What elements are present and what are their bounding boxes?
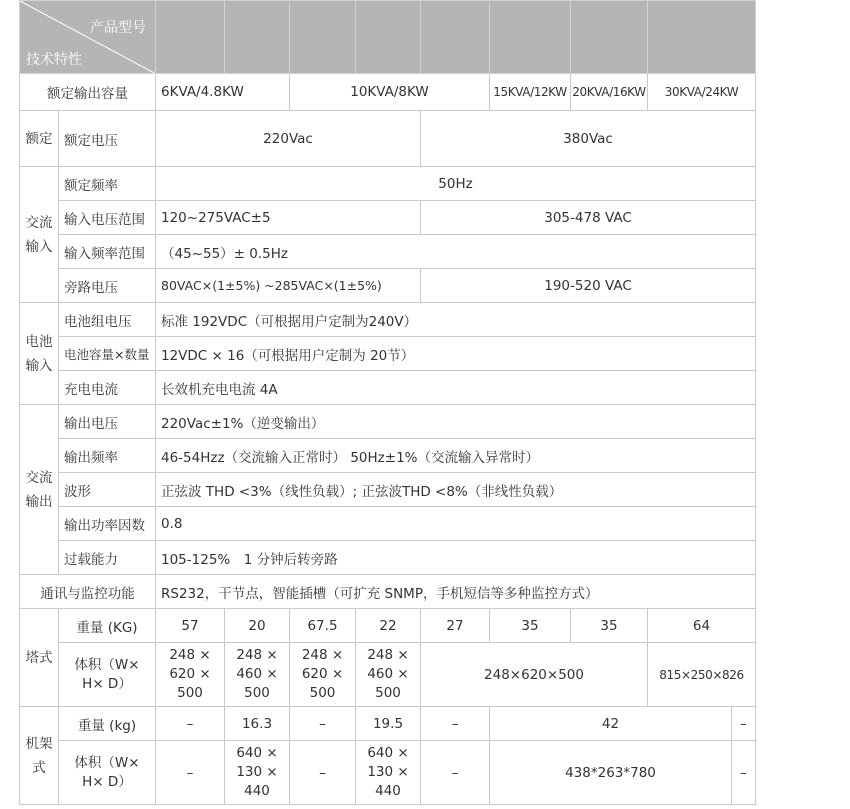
rack-weight-cell: 19.5: [356, 707, 421, 741]
rated-voltage-label: 额定电压: [59, 111, 156, 167]
rated-group-label: 额定: [20, 111, 59, 167]
communication-label: 通讯与监控功能: [20, 575, 156, 609]
rack-volume-cell: –: [156, 741, 225, 805]
input-freq-range-value: （45~55）± 0.5Hz: [156, 235, 756, 269]
header-cell: [648, 1, 756, 74]
tower-weight-label: 重量 (KG): [59, 609, 156, 643]
rack-weight-cell: –: [156, 707, 225, 741]
charge-current-value: 长效机充电电流 4A: [156, 371, 756, 405]
tower-volume-cell: 248 × 620 × 500: [156, 643, 225, 707]
rated-voltage-220: 220Vac: [156, 111, 421, 167]
capacity-30kva: 30KVA/24KW: [648, 74, 756, 111]
tower-weight-cell: 64: [648, 609, 756, 643]
spec-table: [19, 0, 756, 805]
header-cell: [156, 1, 225, 74]
tower-weight-cell: 20: [225, 609, 290, 643]
tower-weight-row: [20, 609, 756, 643]
tower-volume-cell: 815×250×826: [648, 643, 756, 707]
charge-current-label: 充电电流: [59, 371, 156, 405]
bypass-voltage-row: [20, 269, 756, 303]
header-cell: [290, 1, 356, 74]
battery-pack-voltage-label: 电池组电压: [59, 303, 156, 337]
header-cell: [490, 1, 571, 74]
communication-value: RS232，干节点，智能插槽（可扩充 SNMP，手机短信等多种监控方式）: [156, 575, 756, 609]
rack-weight-cell: –: [732, 707, 756, 741]
capacity-6kva: 6KVA/4.8KW: [156, 74, 290, 111]
battery-capacity-label: 电池容量×数量: [59, 337, 156, 371]
header-cell: [225, 1, 290, 74]
input-voltage-range-label: 输入电压范围: [59, 201, 156, 235]
capacity-10kva: 10KVA/8KW: [290, 74, 490, 111]
rack-group-label: 机架式: [20, 707, 59, 805]
power-factor-value: 0.8: [156, 507, 756, 541]
output-frequency-label: 输出频率: [59, 439, 156, 473]
overload-row: [20, 541, 756, 575]
rated-capacity-row: [20, 74, 756, 111]
rack-weight-cell: –: [421, 707, 490, 741]
header-cell: [421, 1, 490, 74]
ac-input-group-label: 交流输入: [20, 167, 59, 303]
power-factor-row: [20, 507, 756, 541]
rated-frequency-value: 50Hz: [156, 167, 756, 201]
input-freq-range-row: [20, 235, 756, 269]
tower-volume-cell: 248 × 460 × 500: [225, 643, 290, 707]
battery-capacity-value: 12VDC × 16（可根据用户定制为 20节）: [156, 337, 756, 371]
rack-weight-cell: 42: [490, 707, 732, 741]
tower-volume-cell: 248 × 620 × 500: [290, 643, 356, 707]
feature-label: 技术特性: [26, 52, 82, 68]
rated-capacity-label: 额定输出容量: [20, 74, 156, 111]
power-factor-label: 输出功率因数: [59, 507, 156, 541]
output-voltage-label: 输出电压: [59, 405, 156, 439]
tower-weight-cell: 35: [490, 609, 571, 643]
bypass-voltage-1ph: 80VAC×(1±5%) ~285VAC×(1±5%): [156, 269, 421, 303]
ac-input-frequency-row: [20, 167, 756, 201]
tower-volume-label: 体积（W× H× D）: [59, 643, 156, 707]
rack-volume-row: [20, 741, 756, 805]
battery-pack-voltage-value: 标准 192VDC（可根据用户定制为240V）: [156, 303, 756, 337]
input-voltage-range-1ph: 120~275VAC±5: [156, 201, 421, 235]
bypass-voltage-label: 旁路电压: [59, 269, 156, 303]
communication-row: [20, 575, 756, 609]
header-cell: [356, 1, 421, 74]
overload-value: 105-125% 1 分钟后转旁路: [156, 541, 756, 575]
rack-volume-cell: –: [732, 741, 756, 805]
waveform-value: 正弦波 THD <3%（线性负载）; 正弦波THD <8%（非线性负载）: [156, 473, 756, 507]
tower-group-label: 塔式: [20, 609, 59, 707]
rack-volume-cell: –: [421, 741, 490, 805]
tower-weight-cell: 57: [156, 609, 225, 643]
waveform-label: 波形: [59, 473, 156, 507]
rack-weight-label: 重量 (kg): [59, 707, 156, 741]
rack-volume-cell: 640 × 130 × 440: [225, 741, 290, 805]
header-corner: [20, 1, 156, 74]
tower-volume-cell: 248×620×500: [421, 643, 648, 707]
waveform-row: [20, 473, 756, 507]
rack-weight-cell: –: [290, 707, 356, 741]
rack-volume-cell: 640 × 130 × 440: [356, 741, 421, 805]
input-voltage-range-3ph: 305-478 VAC: [421, 201, 756, 235]
input-voltage-range-row: [20, 201, 756, 235]
output-voltage-row: [20, 405, 756, 439]
overload-label: 过载能力: [59, 541, 156, 575]
rated-voltage-row: [20, 111, 756, 167]
rated-frequency-label: 额定频率: [59, 167, 156, 201]
tower-weight-cell: 27: [421, 609, 490, 643]
rack-volume-cell: 438*263*780: [490, 741, 732, 805]
bypass-voltage-3ph: 190-520 VAC: [421, 269, 756, 303]
output-frequency-row: [20, 439, 756, 473]
rack-volume-label: 体积（W× H× D）: [59, 741, 156, 805]
rack-weight-row: [20, 707, 756, 741]
input-freq-range-label: 输入频率范围: [59, 235, 156, 269]
tower-weight-cell: 67.5: [290, 609, 356, 643]
capacity-15kva: 15KVA/12KW: [490, 74, 571, 111]
battery-input-group-label: 电池输入: [20, 303, 59, 405]
output-voltage-value: 220Vac±1%（逆变输出）: [156, 405, 756, 439]
ac-output-group-label: 交流输出: [20, 405, 59, 575]
header-row: [20, 1, 756, 74]
charge-current-row: [20, 371, 756, 405]
model-label: 产品型号: [90, 20, 146, 36]
rack-weight-cell: 16.3: [225, 707, 290, 741]
battery-capacity-row: [20, 337, 756, 371]
tower-volume-row: [20, 643, 756, 707]
capacity-20kva: 20KVA/16KW: [571, 74, 648, 111]
tower-volume-cell: 248 × 460 × 500: [356, 643, 421, 707]
output-frequency-value: 46-54Hzz（交流输入正常时） 50Hz±1%（交流输入异常时）: [156, 439, 756, 473]
battery-pack-voltage-row: [20, 303, 756, 337]
header-cell: [571, 1, 648, 74]
tower-weight-cell: 35: [571, 609, 648, 643]
tower-weight-cell: 22: [356, 609, 421, 643]
rated-voltage-380: 380Vac: [421, 111, 756, 167]
rack-volume-cell: –: [290, 741, 356, 805]
